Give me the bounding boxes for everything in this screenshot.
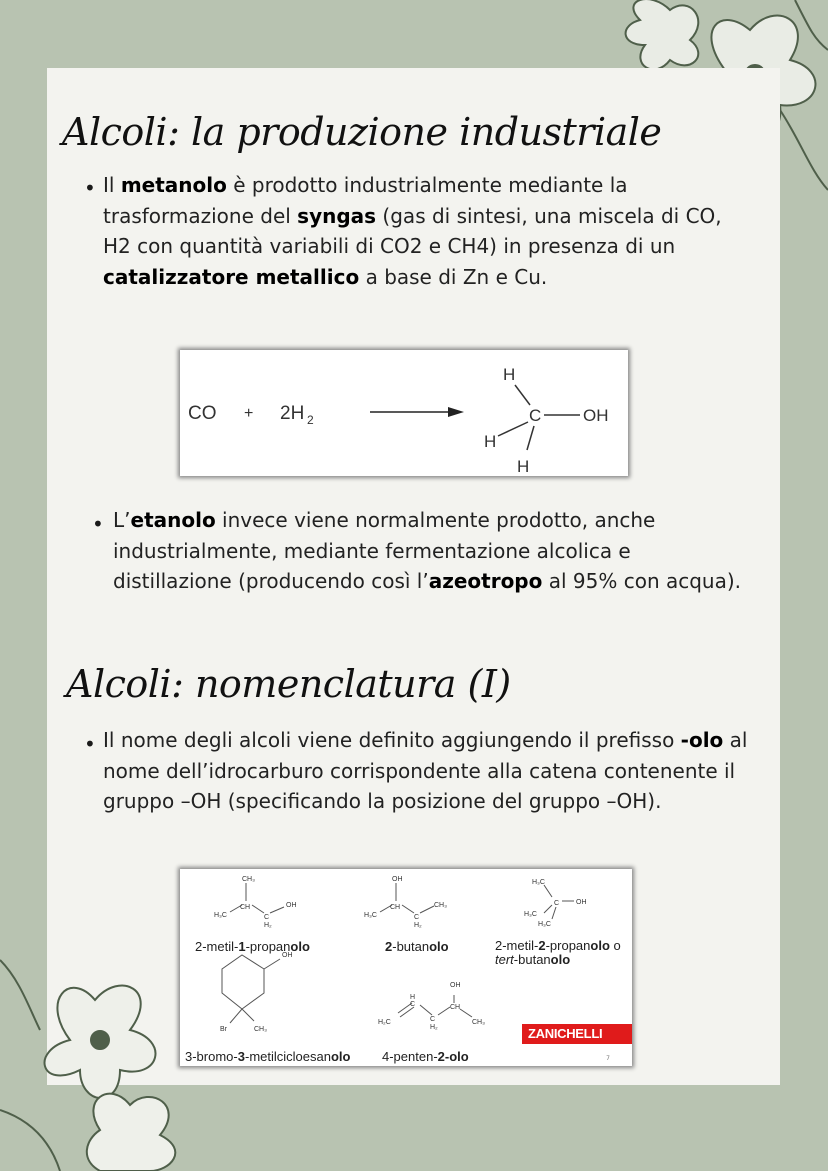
ethanol-paragraph [113,505,753,597]
bold-term-olo: -olo [680,728,724,752]
section-title-nomenclature: Alcoli: nomenclatura (I) [66,662,511,706]
atom-label: C [410,1001,416,1008]
atom-label: Br [220,1026,227,1033]
atom-label: CH₃ [472,1019,485,1026]
atom-h: H [517,457,530,476]
reactant-co: CO [188,403,217,424]
compound-name-4-penten-2-olo: 4-penten-2-olo [382,1049,469,1064]
plus-sign: + [244,405,254,422]
atom-label: OH [450,982,461,989]
bold-term-metanolo: metanolo [120,173,227,197]
atom-label: OH [576,899,587,906]
atom-label: C [264,914,270,921]
compound-name-2-butanolo: 2-butanolo [385,939,449,954]
section-title-production: Alcoli: la produzione industriale [62,110,662,154]
slide-page-number: 7 [606,1055,610,1062]
text: a base di Zn e Cu. [359,264,548,289]
text: Il [103,173,121,197]
atom-label: H₂ [430,1024,438,1031]
atom-label: CH [450,1004,461,1011]
atom-label: OH [282,952,293,959]
text: (gas di sintesi, una miscela di CO, H2 con quantità variabili di CO2 e CH4) in presenza di un [103,203,722,258]
atom-label: H₂ [414,922,422,929]
atom-label: CH₃ [242,876,255,883]
compound-name-2-metil-2-propanolo: 2-metil-2-propanolo o tert-butanolo [495,938,621,967]
publisher-logo: ZANICHELLI [522,1024,632,1044]
compound-name-2-metil-1-propanolo: 2-metil-1-propanolo [195,939,310,954]
bold-term-syngas: syngas [297,203,377,228]
atom-label: H₃C [214,912,227,919]
atom-label: C [414,914,420,921]
text: al nome dell’idrocarburo corrispondente alla catena contenente il gruppo –OH (specificando la posizione del gruppo –OH). [103,728,748,813]
methanol-paragraph [103,170,743,292]
text: Il nome degli alcoli viene definito aggiungendo il prefisso [103,728,681,752]
text: invece viene normalmente prodotto, anche industrialmente, mediante fermentazione alcolica e distillazione (producendo così l’ [113,508,656,593]
atom-label: H₃C [524,911,537,918]
atom-h: H [503,365,516,384]
alcohol-nomenclature-figure [180,869,632,1066]
atom-label: CH [240,904,251,911]
reactant-h2: 2H [280,403,305,424]
atom-label: OH [392,876,403,883]
bullet-dot: • [84,732,96,756]
group-oh: OH [583,406,609,425]
atom-c: C [529,406,542,425]
compound-name-3-bromo-3-metilcicloesanolo: 3-bromo-3-metilcicloesanolo [185,1049,351,1064]
atom-label: H₂C [378,1019,391,1026]
atom-label: H₃C [532,879,545,886]
bold-term-azeotropo: azeotropo [428,569,543,593]
nomenclature-paragraph [103,725,753,817]
flower-decoration-bottom-left [0,930,200,1171]
atom-label: H [410,994,416,1001]
bold-term-catalizzatore: catalizzatore metallico [103,264,360,289]
text: L’ [113,508,131,532]
atom-label: C [554,900,560,907]
arrow-head-icon [448,407,464,417]
text: è prodotto industrialmente mediante la trasformazione del [103,173,628,228]
atom-label: C [430,1016,436,1023]
bullet-dot: • [92,512,104,536]
atom-label: H₂ [264,922,272,929]
atom-h: H [484,432,497,451]
methanol-reaction-figure [180,350,628,476]
subscript: 2 [307,413,314,427]
atom-label: CH [390,904,401,911]
atom-label: CH₃ [434,902,447,909]
atom-label: OH [286,902,297,909]
text: al 95% con acqua). [542,569,742,593]
bold-term-etanolo: etanolo [130,508,216,532]
atom-label: H₃C [364,912,377,919]
atom-label: CH₃ [254,1026,267,1033]
bullet-dot: • [84,176,96,200]
atom-label: H₃C [538,921,551,928]
